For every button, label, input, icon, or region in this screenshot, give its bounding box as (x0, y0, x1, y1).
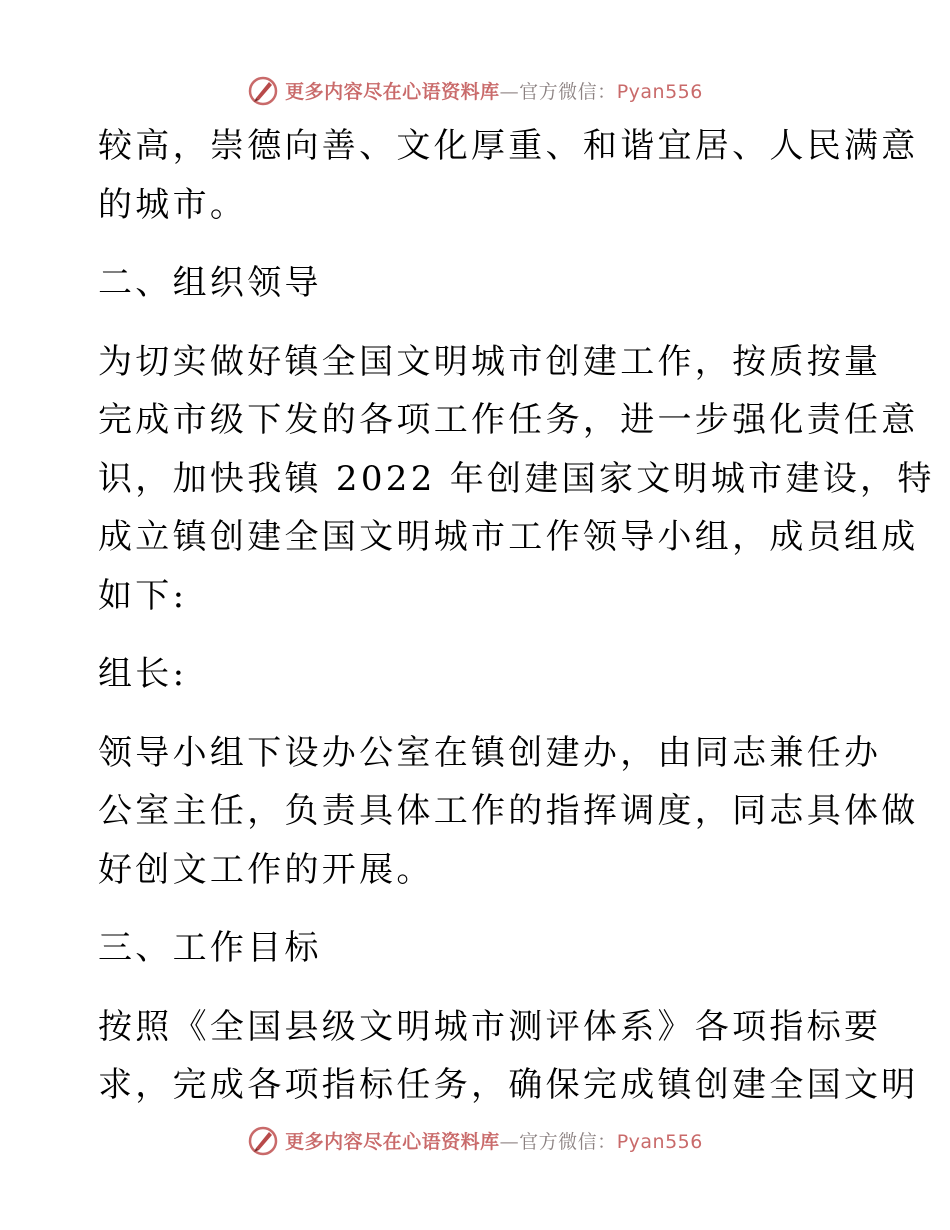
paragraph-intro-end (98, 117, 919, 234)
document-body (98, 117, 935, 1115)
paragraph-goals (98, 998, 919, 1115)
watermark-text: 更多内容尽在心语资料库—官方微信：Pyan556 (285, 80, 703, 103)
text-line: 完成市级下发的各项工作任务，进一步强化责任意 (98, 400, 919, 440)
text-line: 组长: (98, 654, 188, 694)
quill-pen-icon (247, 74, 279, 106)
text-line: 好创文工作的开展。 (98, 849, 434, 890)
text-line: 如下: (98, 575, 188, 616)
watermark-text: 更多内容尽在心语资料库—官方微信：Pyan556 (285, 1130, 703, 1153)
footer-watermark (0, 1120, 950, 1160)
section-heading-goals (98, 919, 858, 978)
text-line: 识，加快我镇 2022 年创建国家文明城市建设，特 (98, 458, 935, 499)
paragraph-organization (98, 333, 935, 626)
section-heading-organization (98, 254, 858, 313)
text-line: 领导小组下设办公室在镇创建办，由同志兼任办 (98, 732, 882, 773)
text-line: 较高，崇德向善、文化厚重、和谐宜居、人民满意 (98, 126, 919, 166)
text-line: 公室主任，负责具体工作的指挥调度，同志具体做 (98, 791, 919, 831)
text-line: 为切实做好镇全国文明城市创建工作，按质按量 (98, 341, 882, 382)
section-heading: 二、组织领导 (98, 263, 322, 303)
text-line: 按照《全国县级文明城市测评体系》各项指标要 (98, 1006, 882, 1047)
text-line: 求，完成各项指标任务，确保完成镇创建全国文明 (98, 1065, 919, 1105)
section-heading: 三、工作目标 (98, 928, 322, 968)
paragraph-group-leader (98, 645, 858, 704)
quill-pen-icon (247, 1124, 279, 1156)
text-line: 成立镇创建全国文明城市工作领导小组，成员组成 (98, 517, 919, 557)
text-line: 的城市。 (98, 184, 248, 225)
paragraph-office (98, 724, 919, 900)
header-watermark (0, 70, 950, 110)
